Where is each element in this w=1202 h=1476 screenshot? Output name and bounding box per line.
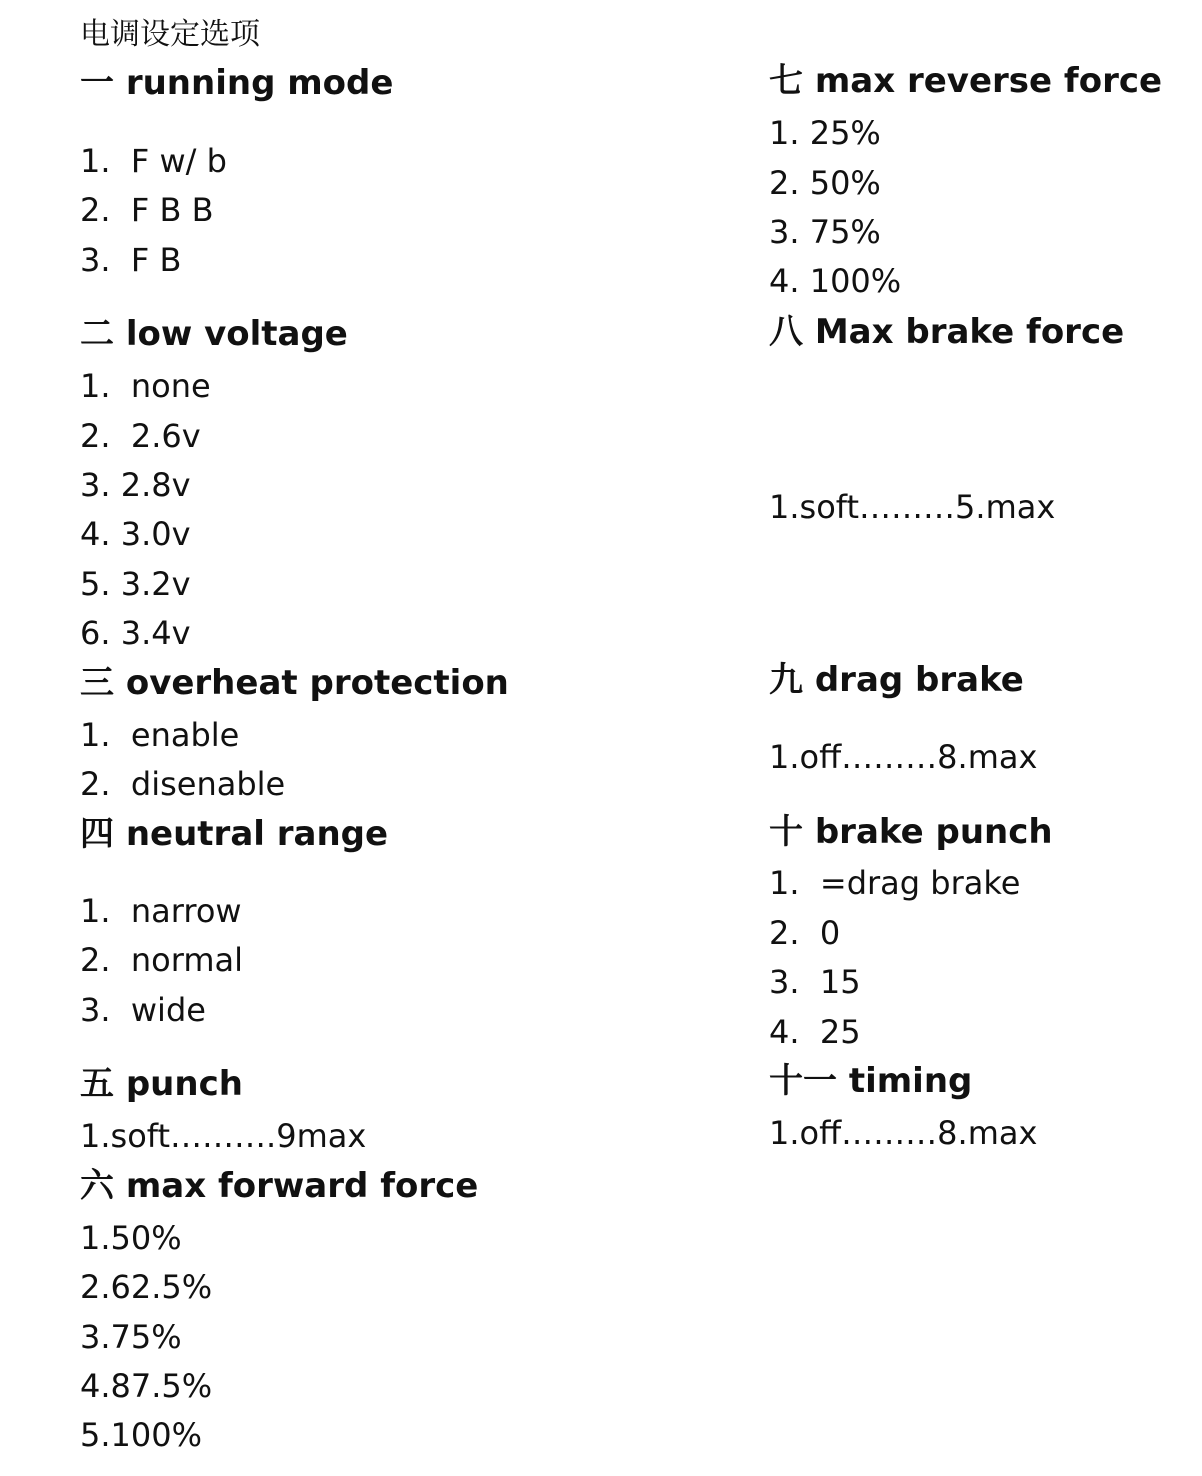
list-item: 1. F w/ b: [80, 142, 227, 180]
list-item: 1. enable: [80, 716, 240, 754]
list-item: 3. 2.8v: [80, 466, 191, 504]
section-heading-timing: 十一 timing: [769, 1061, 973, 1101]
section-heading-punch: 五 punch: [80, 1064, 243, 1104]
section-heading-neutral-range: 四 neutral range: [80, 814, 389, 854]
list-item: 1. 25%: [769, 114, 881, 152]
section-heading-brake-punch: 十 brake punch: [769, 812, 1053, 852]
section-heading-running-mode: 一 running mode: [80, 63, 394, 103]
list-item: 1. none: [80, 367, 211, 405]
list-item: 4.87.5%: [80, 1367, 213, 1405]
list-item: 5. 3.2v: [80, 565, 191, 603]
page-title: 电调设定选项: [80, 17, 260, 52]
list-item: 3. wide: [80, 991, 206, 1029]
list-item: 4. 25: [769, 1013, 861, 1051]
section-heading-max-reverse-force: 七 max reverse force: [769, 61, 1163, 101]
list-item: 1.soft……….9max: [80, 1117, 367, 1155]
list-item: 2. F B B: [80, 191, 214, 229]
list-item: 6. 3.4v: [80, 614, 191, 652]
list-item: 2. disenable: [80, 765, 286, 803]
list-item: 2. 50%: [769, 164, 881, 202]
section-heading-overheat-protection: 三 overheat protection: [80, 663, 509, 703]
list-item: 3. 15: [769, 963, 861, 1001]
list-item: 1. =drag brake: [769, 864, 1021, 902]
list-item: 3. 75%: [769, 213, 881, 251]
list-item: 1.50%: [80, 1219, 182, 1257]
list-item: 3.75%: [80, 1318, 182, 1356]
section-heading-low-voltage: 二 low voltage: [80, 314, 348, 354]
list-item: 2.62.5%: [80, 1268, 213, 1306]
list-item: 5.100%: [80, 1416, 203, 1454]
section-heading-max-brake-force: 八 Max brake force: [769, 312, 1125, 352]
list-item: 4. 100%: [769, 262, 902, 300]
list-item: 2. normal: [80, 941, 243, 979]
section-heading-drag-brake: 九 drag brake: [769, 660, 1024, 700]
list-item: 1.off………8.max: [769, 738, 1038, 776]
list-item: 1.off………8.max: [769, 1114, 1038, 1152]
list-item: 1.soft………5.max: [769, 488, 1056, 526]
list-item: 2. 2.6v: [80, 417, 201, 455]
list-item: 4. 3.0v: [80, 515, 191, 553]
list-item: 3. F B: [80, 241, 182, 279]
section-heading-max-forward-force: 六 max forward force: [80, 1166, 479, 1206]
list-item: 2. 0: [769, 914, 841, 952]
list-item: 1. narrow: [80, 892, 242, 930]
